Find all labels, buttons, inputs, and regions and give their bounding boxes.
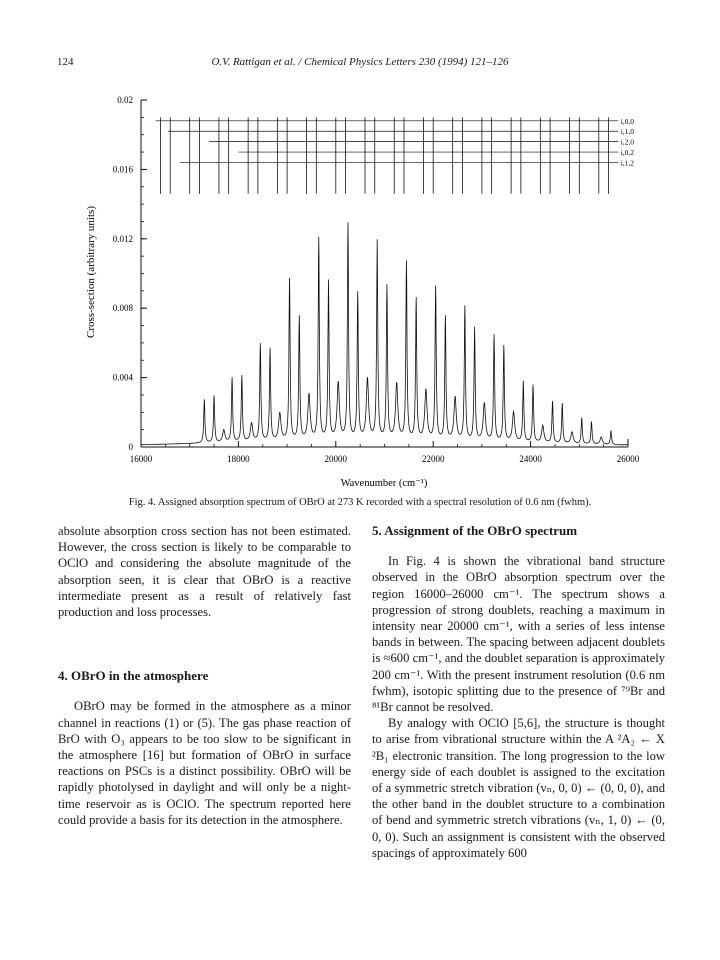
progression-label-3: i,0,2 <box>620 148 635 158</box>
x-tick-label-4: 24000 <box>519 454 542 464</box>
y-tick-label-0: 0 <box>128 442 133 452</box>
figure-caption: Fig. 4. Assigned absorption spectrum of OBrO at 273 K recorded with a spectral resolution of 0.6 nm (fwhm). <box>128 497 592 508</box>
x-tick-label-1: 18000 <box>227 454 250 464</box>
y-tick-label-5: 0.02 <box>117 95 133 105</box>
progression-label-4: i,1,2 <box>620 158 635 168</box>
progression-label-2: i,2,0 <box>620 137 635 147</box>
right-paragraph-2: By analogy with OClO [5,6], the structure is thought to arise from vibrational structure within the A ²A₂ ← X ²B₁ electronic transition. The long progression to the low energy side of each doublet is assigned to the excitation of a symmetric stretch vibration (vₙ, 0, 0) ← (0, 0, 0), and the other band in the doublet structure to a combination of bend and symmetric stretch vibrations (vₙ, 1, 0) ← (0, 0, 0). Such an assignment is consistent with the observed spacings of approximately 600 <box>372 716 665 860</box>
spectrum-line <box>141 222 628 445</box>
chart-ticks <box>113 95 640 464</box>
right-paragraph-1: In Fig. 4 is shown the vibrational band structure observed in the OBrO absorption spectrum over the region 16000–26000 cm⁻¹. The spectrum shows a progression of strong doublets, reaching a maximum in intensity near 20000 cm⁻¹, with a series of less intense bands in between. The spacing between adjacent doublets is ≈600 cm⁻¹, and the doublet separation is approximately 200 cm⁻¹. With the present instrument resolution (0.6 nm fwhm), isotopic splitting due to the presence of ⁷⁹Br and ⁸¹Br cannot be resolved. <box>372 554 665 715</box>
section-4-heading: 4. OBrO in the atmosphere <box>58 668 209 684</box>
y-tick-label-1: 0.004 <box>112 372 133 383</box>
y-axis-label: Cross-section (arbitrary units) <box>85 206 97 338</box>
right-column <box>372 523 665 861</box>
running-header: O.V. Rattigan et al. / Chemical Physics Letters 230 (1994) 121–126 <box>211 56 509 68</box>
x-tick-label-0: 16000 <box>129 454 153 464</box>
y-tick-label-2: 0.008 <box>112 303 133 314</box>
section-5-heading: 5. Assignment of the OBrO spectrum <box>372 523 578 538</box>
progression-label-0: i,0,0 <box>620 116 635 126</box>
left-paragraph-1: absolute absorption cross section has not been estimated. However, the cross section is likely to be comparable to OClO and considering the absolute magnitude of the absorption seen, it is clear that OBrO is a reactive intermediate present as a result of relatively fast production and loss processes. <box>58 524 351 620</box>
x-tick-label-5: 26000 <box>616 454 640 464</box>
y-tick-label-4: 0.016 <box>112 164 133 175</box>
x-axis-label: Wavenumber (cm⁻¹) <box>340 478 428 489</box>
progression-label-1: i,1,0 <box>620 127 635 137</box>
x-tick-label-2: 20000 <box>324 454 348 464</box>
x-tick-label-3: 22000 <box>421 454 445 464</box>
left-paragraph-2: OBrO may be formed in the atmosphere as a minor channel in reactions (1) or (5). The gas phase reaction of BrO with O₃ appears to be too slow to be significant in the atmosphere [16] but formation of OBrO in surface reactions on PSCs is a distinct possibility. OBrO will be rapidly photolysed in daylight and will only be a night-time reservoir as is OClO. The spectrum reported here could provide a basis for its detection in the atmosphere. <box>58 699 351 827</box>
assignment-combs <box>156 117 635 194</box>
y-tick-label-3: 0.012 <box>112 233 133 244</box>
left-column <box>58 523 351 828</box>
page-number: 124 <box>57 56 74 68</box>
